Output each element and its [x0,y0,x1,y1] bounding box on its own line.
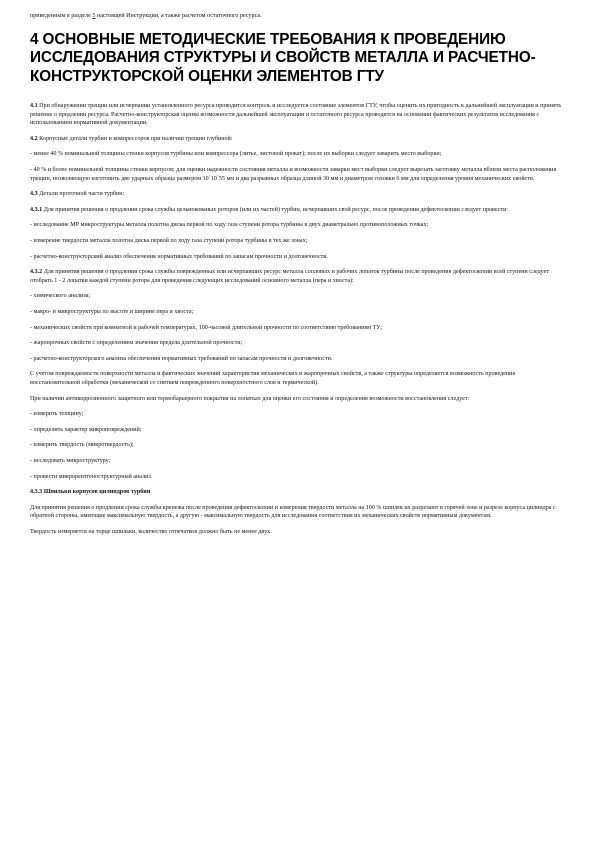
list-item: - измерить толщину; [30,411,84,418]
clause-4-1 [30,102,565,128]
list-item: - провести микрорентгеноструктурный анализ. [30,473,153,480]
clause-4-3 [30,190,565,199]
list-item: - определить характер микроповреждений; [30,426,142,433]
clause-4-3-3 [30,488,565,497]
clause-number: 4.2 [30,135,38,142]
paragraph: Для принятия решения о продлении срока службы крепежа после проведения дефектоскопии и измерения твердости металла на 100 % шпилек их разрезают в горячей зоне и разрезе корпуса цилиндра с обратной стороны, имеющие максимальную твердость, а другую - максимальную твердость для исследования соответствия их механических свойств нормативным документам. [30,504,556,520]
section-link[interactable]: 5 [92,13,96,19]
clause-text: Корпусные детали турбин и компрессоров при наличии трещин глубиной: [37,135,233,142]
paragraph: С учетом повреждаемости поверхности металла и фактических значений характеристик механических и жаропрочных свойств, а также структуры определяется возможность проведения восстановительной обработки (механической со снятием поврежденного поверхностного слоя и термической). [30,371,516,386]
clause-4-2 [30,135,565,144]
list-item: - исследовать микроструктуру; [30,457,111,464]
clause-number: 4.3.3 [30,489,43,496]
clause-4-3-1 [30,206,565,215]
intro-text-end: настоящей Инструкции, а также расчетом остаточного ресурса. [95,13,262,19]
list-item: - макро- и микроструктуры по высоте и ширине пера и хвоста; [30,309,194,315]
clause-number: 4.3.2 [30,269,43,276]
clause-number: 4.1 [30,103,38,110]
clause-number: 4.3.1 [30,206,43,213]
clause-text: При обнаружении трещин или исчерпании установленного ресурса проводится контроль и исследуется состояние элементов ГТУ, чтобы оценить их пригодность к дальнейшей эксплуатации и принять решение о продлении ресурса. Расчетно-конструкторская оценка возможности дальнейшей эксплуатации и остаточного ресурса проводится на основании фактических результатов исследования с использованием нормативной документации. [30,103,562,127]
clause-text: Шпильки корпусов цилиндров турбин [42,489,151,496]
clause-number: 4.3 [30,191,38,198]
list-item: - жаропрочных свойств с определением значения предела длительной прочности; [30,340,243,347]
paragraph: При наличии антикоррозионного защитного или термобарьерного покрытия на лопатках для оценки его состояния и определения возможности восстановления следует: [30,395,470,402]
list-item: - менее 40 % номинальной толщины стенки корпусов турбины или компрессора (литье, листовой прокат); после их выборки следует заварить место выборки; [30,151,442,158]
list-item: - расчетно-конструкторский анализ обеспечения нормативных требований по запасам прочности и долговечности. [30,253,329,260]
list-item: - исследование МР микроструктуры металла полотна диска первой по ходу газа ступени ротора турбины в двух диаметрально противоположных точках; [30,222,429,229]
section-heading: 4 ОСНОВНЫЕ МЕТОДИЧЕСКИЕ ТРЕБОВАНИЯ К ПРОВЕДЕНИЮ ИССЛЕДОВАНИЯ СТРУКТУРЫ И СВОЙСТВ МЕТАЛЛА И РАСЧЕТНО-КОНСТРУКТОРСКОЙ ОЦЕНКИ ЭЛЕМЕНТОВ ГТУ [30,30,536,85]
clause-text: Для принятия решения о продлении срока службы цельнокованых роторов (или их частей) турбин, исчерпавших свой ресурс, после проведения дефектоскопии следует провести: [42,206,509,213]
list-item: - измерить твердость (микротвердость); [30,442,134,449]
list-item: - механических свойств при комнатной и рабочей температурах, 100-часовой длительной прочности по соответствию требованиям ТУ; [30,324,383,331]
list-item: - расчетно-конструкторского анализа обеспечения нормативных требований по запасам прочности и долговечности. [30,355,333,362]
clause-text: Детали проточной части турбин: [37,191,125,198]
paragraph: Твердость измеряется на торце шпильки, количество отпечатков должно быть не менее двух. [30,528,272,535]
list-item: - измерение твердости металла полотна диска первой по ходу газа ступени ротора турбины в тех же зонах; [30,238,308,245]
clause-4-3-2 [30,268,565,285]
intro-paragraph [30,12,565,21]
intro-text: приведенным в разделе [30,13,93,19]
clause-text: Для принятия решения о продлении срока службы поврежденных или исчерпавших ресурс металла сопловых и рабочих лопаток турбины после проведения дефектоскопии всей ступени следует отобрать 1 - 2 лопатки каждой ступени ротора для проведения следующих исследований основного металла (пера и хвоста): [30,269,550,284]
list-item: - 40 % и более номинальной толщины стенки корпусов; для оценки надежности состояния металла и возможности заварки мест выборки следует вырезать заготовку металла вблизи места расположения трещин, позволяющую изготовить две ударных образца размером 10´10´55 мм и два разрывных образца длиной 30 мм и диаметром головки 6 мм для определения уровня механических свойств. [30,167,557,182]
list-item: - химического анализа; [30,293,91,300]
